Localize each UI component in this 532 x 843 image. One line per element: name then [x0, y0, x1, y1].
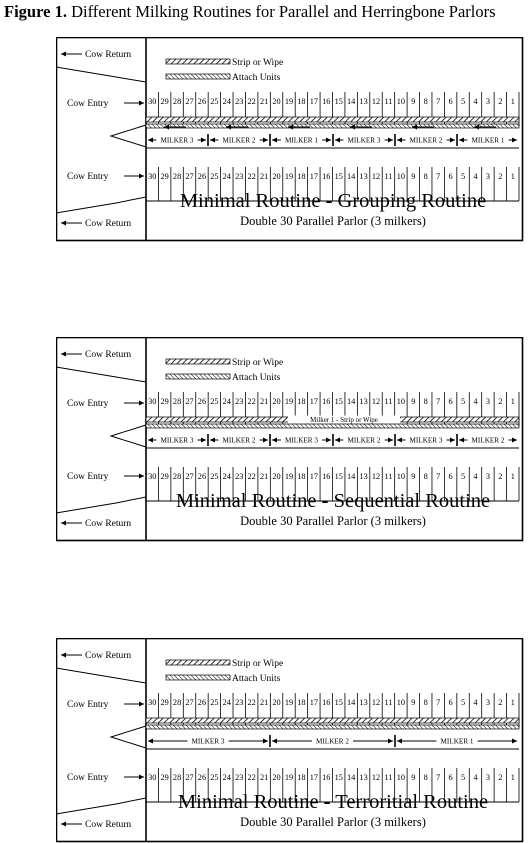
stall-number: 5 [460, 472, 466, 481]
attach-work-bar [146, 424, 519, 428]
stall-number: 6 [448, 97, 453, 106]
stall-number: 2 [498, 472, 503, 481]
arrow-head [335, 438, 340, 443]
stall-number: 10 [396, 97, 406, 106]
stall-number: 2 [498, 773, 503, 782]
arrow-head [459, 438, 464, 443]
arrow-head [139, 775, 144, 780]
milker-label: MILKER 2 [471, 436, 505, 445]
arrow-head [388, 138, 393, 143]
stall-number: 12 [371, 97, 381, 106]
stall-number: 29 [160, 97, 169, 106]
legend-attach-swatch [166, 74, 230, 79]
stall-number: 22 [247, 397, 256, 406]
stall-number: 15 [334, 172, 343, 181]
arrow-head [61, 221, 66, 226]
stall-number: 18 [297, 773, 306, 782]
stall-number: 30 [148, 472, 157, 481]
stall-number: 28 [172, 397, 182, 406]
stall-number: 9 [411, 97, 416, 106]
legend-strip-label: Strip or Wipe [232, 58, 284, 68]
stall-number: 4 [473, 172, 478, 181]
arrow-head [61, 352, 66, 357]
stall-number: 24 [222, 97, 231, 106]
cow-return-label: Cow Return [85, 519, 132, 529]
stall-number: 10 [396, 172, 406, 181]
stall-number: 26 [197, 397, 207, 406]
stall-number: 10 [396, 773, 406, 782]
stall-number: 28 [172, 97, 182, 106]
arrow-head [397, 438, 402, 443]
stall-number: 2 [498, 172, 503, 181]
entry-funnel-line [111, 125, 146, 147]
stall-number: 22 [247, 773, 256, 782]
legend-strip-swatch [166, 59, 230, 64]
arrow-head [201, 138, 206, 143]
stall-number: 5 [460, 172, 466, 181]
stall-number: 19 [284, 172, 294, 181]
stall-number: 6 [448, 472, 453, 481]
stall-number: 19 [284, 397, 294, 406]
arrow-head [272, 138, 277, 143]
stall-number: 25 [210, 698, 219, 707]
arrow-head [61, 653, 66, 658]
milker-label: MILKER 3 [160, 436, 194, 445]
stall-number: 21 [259, 172, 269, 181]
milker-label: MILKER 2 [409, 136, 443, 145]
milker-label: MILKER 1 [471, 136, 505, 145]
milker-label: MILKER 2 [222, 136, 256, 145]
stall-number: 13 [359, 172, 368, 181]
stall-number: 19 [284, 773, 294, 782]
stall-number: 27 [185, 97, 194, 106]
arrow-head [263, 739, 268, 744]
stall-number: 3 [485, 472, 490, 481]
panel-territorial-routine [56, 638, 524, 843]
arrow-head [512, 138, 517, 143]
arrow-head [148, 739, 153, 744]
stall-number: 12 [371, 698, 381, 707]
stall-number: 14 [347, 472, 356, 481]
stall-number: 8 [423, 397, 428, 406]
stall-number: 29 [160, 472, 169, 481]
stall-number: 21 [259, 472, 269, 481]
stall-number: 18 [297, 97, 306, 106]
stall-number: 26 [197, 472, 207, 481]
stall-number: 30 [148, 698, 157, 707]
stall-number: 29 [160, 698, 169, 707]
stall-number: 11 [384, 773, 393, 782]
stall-number: 11 [384, 397, 393, 406]
return-lane-line [56, 67, 146, 82]
stall-number: 20 [272, 472, 281, 481]
stall-number: 15 [334, 397, 343, 406]
milker-label: MILKER 2 [347, 436, 381, 445]
stall-number: 17 [309, 698, 318, 707]
stall-number: 10 [396, 397, 406, 406]
return-lane-line [56, 197, 146, 213]
arrow-head [139, 174, 144, 179]
stall-number: 21 [259, 397, 269, 406]
stall-number: 1 [510, 472, 515, 481]
stall-number: 22 [247, 172, 256, 181]
stall-number: 25 [210, 397, 219, 406]
routine-title: Minimal Routine - Terroritial Routine [177, 791, 489, 813]
milker-label: MILKER 3 [347, 136, 381, 145]
return-lane-line [56, 668, 146, 683]
arrow-head [450, 138, 455, 143]
stall-number: 23 [235, 773, 244, 782]
attach-work-bar [146, 124, 519, 128]
arrow-head [459, 138, 464, 143]
stall-number: 3 [485, 172, 490, 181]
stall-number: 16 [322, 397, 331, 406]
stall-number: 9 [411, 472, 416, 481]
milker-label: MILKER 2 [316, 737, 349, 746]
stall-number: 1 [510, 97, 515, 106]
stall-number: 1 [510, 773, 515, 782]
stall-number: 11 [384, 698, 393, 707]
stall-number: 13 [359, 97, 368, 106]
stall-number: 12 [371, 773, 381, 782]
stall-number: 17 [309, 97, 318, 106]
stall-number: 30 [148, 172, 157, 181]
cow-entry-label: Cow Entry [67, 399, 109, 409]
cow-entry-label: Cow Entry [67, 773, 109, 783]
arrow-head [388, 438, 393, 443]
stall-number: 25 [210, 773, 219, 782]
stall-number: 5 [460, 698, 466, 707]
stall-number: 23 [235, 397, 244, 406]
stall-number: 8 [423, 97, 428, 106]
strip-note-label: Milker 1 - Strip or Wipe [310, 416, 378, 424]
arrow-head [139, 702, 144, 707]
stall-number: 6 [448, 773, 453, 782]
arrow-head [210, 138, 215, 143]
stall-number: 30 [148, 97, 157, 106]
stall-number: 13 [359, 698, 368, 707]
stall-number: 28 [172, 698, 182, 707]
stall-number: 30 [148, 773, 157, 782]
cow-entry-label: Cow Entry [67, 700, 109, 710]
figure-caption: Different Milking Routines for Parallel and Herringbone Parlors [71, 2, 496, 21]
stall-number: 3 [485, 773, 490, 782]
stall-number: 15 [334, 97, 343, 106]
milker-label: MILKER 3 [285, 436, 318, 445]
stall-number: 17 [309, 472, 318, 481]
stall-number: 21 [259, 698, 269, 707]
stall-number: 7 [436, 472, 441, 481]
stall-number: 2 [498, 397, 503, 406]
stall-number: 11 [384, 172, 393, 181]
cow-entry-label: Cow Entry [67, 472, 109, 482]
stall-number: 16 [322, 698, 331, 707]
return-lane-line [56, 497, 146, 513]
stall-number: 8 [423, 172, 428, 181]
legend-strip-label: Strip or Wipe [232, 358, 284, 368]
stall-number: 13 [359, 397, 368, 406]
legend-attach-label: Attach Units [232, 73, 281, 83]
stall-number: 27 [185, 172, 194, 181]
legend-attach-swatch [166, 374, 230, 379]
legend-attach-swatch [166, 675, 230, 680]
stall-number: 7 [436, 698, 441, 707]
arrow-head [61, 52, 66, 57]
return-lane-line [56, 367, 146, 382]
arrow-head [61, 521, 66, 526]
cow-return-label: Cow Return [85, 350, 132, 360]
stall-number: 20 [272, 698, 281, 707]
stall-number: 1 [510, 397, 515, 406]
stall-number: 27 [185, 698, 194, 707]
stall-number: 8 [423, 773, 428, 782]
stall-number: 25 [210, 172, 219, 181]
cow-return-label: Cow Return [85, 820, 132, 830]
stall-number: 6 [448, 172, 453, 181]
arrow-head [210, 438, 215, 443]
stall-number: 3 [485, 97, 490, 106]
arrow-head [201, 438, 206, 443]
arrow-head [326, 138, 331, 143]
stall-number: 23 [235, 172, 244, 181]
arrow-head [326, 438, 331, 443]
figure-title [4, 2, 496, 22]
stall-number: 24 [222, 397, 231, 406]
milker-label: MILKER 1 [285, 136, 318, 145]
parlor-subtitle: Double 30 Parallel Parlor (3 milkers) [240, 214, 426, 228]
stall-number: 25 [210, 97, 219, 106]
stall-number: 1 [510, 698, 515, 707]
arrow-head [148, 138, 153, 143]
stall-number: 13 [359, 472, 368, 481]
stall-number: 11 [384, 97, 393, 106]
legend-attach-label: Attach Units [232, 373, 281, 383]
arrow-head [61, 822, 66, 827]
stall-number: 20 [272, 773, 281, 782]
stall-number: 24 [222, 172, 231, 181]
arrow-head [397, 138, 402, 143]
stall-number: 5 [460, 773, 466, 782]
stall-number: 26 [197, 698, 207, 707]
arrow-head [139, 474, 144, 479]
stall-number: 2 [498, 97, 503, 106]
stall-number: 28 [172, 773, 182, 782]
arrow-head [263, 138, 268, 143]
stall-number: 23 [235, 472, 244, 481]
attach-work-bar [146, 725, 519, 729]
stall-number: 25 [210, 472, 219, 481]
stall-number: 19 [284, 97, 294, 106]
stall-number: 1 [510, 172, 515, 181]
stall-number: 10 [396, 698, 406, 707]
stall-number: 21 [259, 773, 269, 782]
stall-number: 7 [436, 397, 441, 406]
stall-number: 22 [247, 698, 256, 707]
stall-number: 14 [347, 97, 356, 106]
milker-label: MILKER 1 [440, 737, 474, 746]
stall-number: 14 [347, 698, 356, 707]
stall-number: 27 [185, 397, 194, 406]
stall-number: 9 [411, 698, 416, 707]
stall-number: 16 [322, 472, 331, 481]
stall-number: 11 [384, 472, 393, 481]
stall-number: 2 [498, 698, 503, 707]
stall-number: 18 [297, 698, 306, 707]
stall-number: 4 [473, 773, 478, 782]
stall-number: 20 [272, 172, 281, 181]
stall-number: 26 [197, 172, 207, 181]
stall-number: 29 [160, 397, 169, 406]
stall-number: 6 [448, 698, 453, 707]
milker-label: MILKER 3 [409, 436, 443, 445]
stall-number: 6 [448, 397, 453, 406]
strip-work-bar [146, 718, 519, 723]
stall-number: 7 [436, 172, 441, 181]
arrow-head [397, 739, 402, 744]
arrow-head [512, 438, 517, 443]
stall-number: 4 [473, 698, 478, 707]
stall-number: 26 [197, 97, 207, 106]
stall-number: 15 [334, 773, 343, 782]
stall-number: 18 [297, 397, 306, 406]
stall-number: 29 [160, 773, 169, 782]
stall-number: 5 [460, 397, 466, 406]
arrow-head [139, 401, 144, 406]
stall-number: 15 [334, 698, 343, 707]
stall-number: 5 [460, 97, 466, 106]
legend-strip-swatch [166, 359, 230, 364]
stall-number: 15 [334, 472, 343, 481]
arrow-head [450, 438, 455, 443]
stall-number: 12 [371, 472, 381, 481]
stall-number: 14 [347, 773, 356, 782]
panel-sequential-routine [56, 337, 524, 542]
stall-number: 8 [423, 472, 428, 481]
stall-number: 21 [259, 97, 269, 106]
stall-number: 16 [322, 773, 331, 782]
stall-number: 20 [272, 397, 281, 406]
routine-title: Minimal Routine - Sequential Routine [175, 490, 491, 512]
stall-number: 4 [473, 397, 478, 406]
cow-entry-label: Cow Entry [67, 99, 109, 109]
stall-number: 12 [371, 397, 381, 406]
stall-number: 28 [172, 472, 182, 481]
legend-strip-label: Strip or Wipe [232, 659, 284, 669]
cow-entry-label: Cow Entry [67, 172, 109, 182]
stall-number: 9 [411, 773, 416, 782]
stall-number: 22 [247, 97, 256, 106]
stall-number: 26 [197, 773, 207, 782]
stall-number: 24 [222, 698, 231, 707]
milker-label: MILKER 2 [222, 436, 256, 445]
entry-funnel-line [111, 425, 146, 447]
stall-number: 16 [322, 97, 331, 106]
cow-return-label: Cow Return [85, 651, 132, 661]
arrow-head [512, 739, 517, 744]
arrow-head [263, 438, 268, 443]
stall-number: 29 [160, 172, 169, 181]
stall-number: 17 [309, 172, 318, 181]
figure-label: Figure 1. [4, 2, 67, 21]
stall-number: 19 [284, 472, 294, 481]
routine-title: Minimal Routine - Grouping Routine [179, 190, 487, 212]
stall-number: 14 [347, 397, 356, 406]
stall-number: 4 [473, 97, 478, 106]
stall-number: 17 [309, 397, 318, 406]
milker-label: MILKER 3 [191, 737, 225, 746]
return-lane-line [56, 798, 146, 814]
stall-number: 24 [222, 472, 231, 481]
stall-number: 12 [371, 172, 381, 181]
stall-number: 8 [423, 698, 428, 707]
stall-number: 23 [235, 97, 244, 106]
arrow-head [335, 138, 340, 143]
stall-number: 23 [235, 698, 244, 707]
stall-number: 3 [485, 698, 490, 707]
stall-number: 20 [272, 97, 281, 106]
stall-number: 3 [485, 397, 490, 406]
stall-number: 16 [322, 172, 331, 181]
panel-grouping-routine [56, 37, 524, 242]
stall-number: 7 [436, 97, 441, 106]
stall-number: 19 [284, 698, 294, 707]
arrow-head [388, 739, 393, 744]
arrow-head [272, 739, 277, 744]
stall-number: 9 [411, 397, 416, 406]
parlor-subtitle: Double 30 Parallel Parlor (3 milkers) [240, 815, 426, 829]
stall-number: 4 [473, 472, 478, 481]
milker-label: MILKER 3 [160, 136, 194, 145]
stall-number: 24 [222, 773, 231, 782]
legend-attach-label: Attach Units [232, 674, 281, 684]
stall-number: 18 [297, 472, 306, 481]
parlor-subtitle: Double 30 Parallel Parlor (3 milkers) [240, 514, 426, 528]
stall-number: 17 [309, 773, 318, 782]
stall-number: 30 [148, 397, 157, 406]
stall-number: 18 [297, 172, 306, 181]
stall-number: 22 [247, 472, 256, 481]
stall-number: 10 [396, 472, 406, 481]
arrow-head [148, 438, 153, 443]
stall-number: 13 [359, 773, 368, 782]
strip-work-bar [146, 117, 519, 122]
cow-return-label: Cow Return [85, 50, 132, 60]
stall-number: 7 [436, 773, 441, 782]
cow-return-label: Cow Return [85, 219, 132, 229]
entry-funnel-line [111, 726, 146, 748]
stall-number: 14 [347, 172, 356, 181]
arrow-head [272, 438, 277, 443]
legend-strip-swatch [166, 660, 230, 665]
stall-number: 9 [411, 172, 416, 181]
stall-number: 27 [185, 773, 194, 782]
arrow-head [139, 101, 144, 106]
stall-number: 27 [185, 472, 194, 481]
stall-number: 28 [172, 172, 182, 181]
